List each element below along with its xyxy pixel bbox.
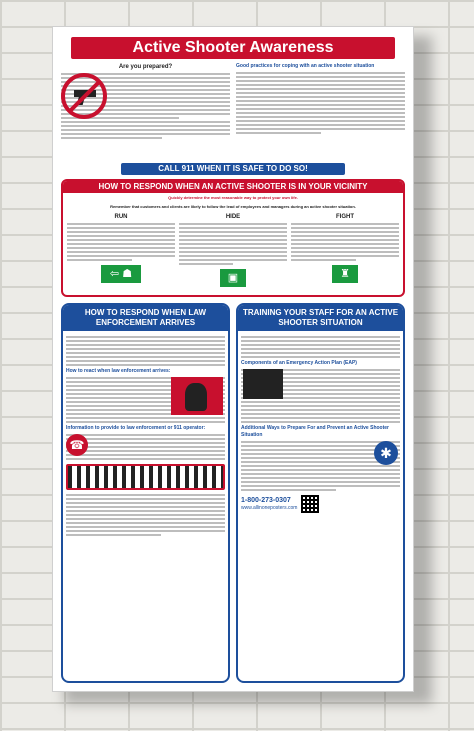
practices-heading: Good practices for coping with an active shooter situation xyxy=(236,63,375,69)
law-subheading-2: Information to provide to law enforcement or 911 operator: xyxy=(66,425,206,431)
hands-up-pictogram xyxy=(171,377,223,415)
bottom-section xyxy=(61,303,405,683)
respond-subheading: Quickly determine the most reasonable way to protect your own life. xyxy=(168,195,298,200)
respond-heading: HOW TO RESPOND WHEN AN ACTIVE SHOOTER IS IN YOUR VICINITY xyxy=(63,181,403,193)
top-section xyxy=(61,63,405,159)
run-heading: RUN xyxy=(114,214,128,220)
active-shooter-poster xyxy=(52,26,414,692)
run-column xyxy=(67,213,175,291)
hide-column xyxy=(179,213,287,291)
respond-subheading-2: Remember that customers and clients are likely to follow the lead of employees and managers during an active shooter situation. xyxy=(110,204,356,209)
practices-panel xyxy=(236,63,405,159)
phone-number: 1-800-273-0307 xyxy=(241,497,291,504)
law-enforcement-box xyxy=(61,303,230,683)
prepared-heading: Are you prepared? xyxy=(118,64,173,70)
training-pictogram xyxy=(243,369,283,399)
call-911-banner: CALL 911 WHEN IT IS SAFE TO DO SO! xyxy=(121,163,345,175)
training-heading: TRAINING YOUR STAFF FOR AN ACTIVE SHOOTER SITUATION xyxy=(238,305,403,331)
practices-list xyxy=(236,72,405,134)
no-gun-icon xyxy=(61,73,107,119)
qr-code-icon xyxy=(301,495,319,513)
respond-section xyxy=(61,179,405,297)
prepared-panel xyxy=(61,63,230,159)
run-hide-fight-columns xyxy=(63,211,403,295)
law-subheading: How to react when law enforcement arrives: xyxy=(66,368,171,374)
additional-heading: Additional Ways to Prepare For and Prevent an Active Shooter Situation xyxy=(241,425,389,438)
law-heading: HOW TO RESPOND WHEN LAW ENFORCEMENT ARRIVES xyxy=(63,305,228,331)
website: www.allinoneposters.com xyxy=(241,505,298,511)
exit-sign-icon: ⇦ ☗ xyxy=(101,265,141,283)
poster-title: Active Shooter Awareness xyxy=(71,37,395,59)
fight-figure-icon: ♜ xyxy=(332,265,358,283)
hide-heading: HIDE xyxy=(225,214,241,220)
phone-icon: ☎ xyxy=(66,434,88,456)
medical-star-icon: ✱ xyxy=(374,441,398,465)
hide-door-icon: ▣ xyxy=(220,269,246,287)
poster-footer xyxy=(241,495,400,513)
evacuating-people-pictogram xyxy=(66,464,225,490)
fight-column xyxy=(291,213,399,291)
eap-heading: Components of an Emergency Action Plan (EAP) xyxy=(241,360,357,366)
fight-heading: FIGHT xyxy=(336,214,354,220)
training-box xyxy=(236,303,405,683)
